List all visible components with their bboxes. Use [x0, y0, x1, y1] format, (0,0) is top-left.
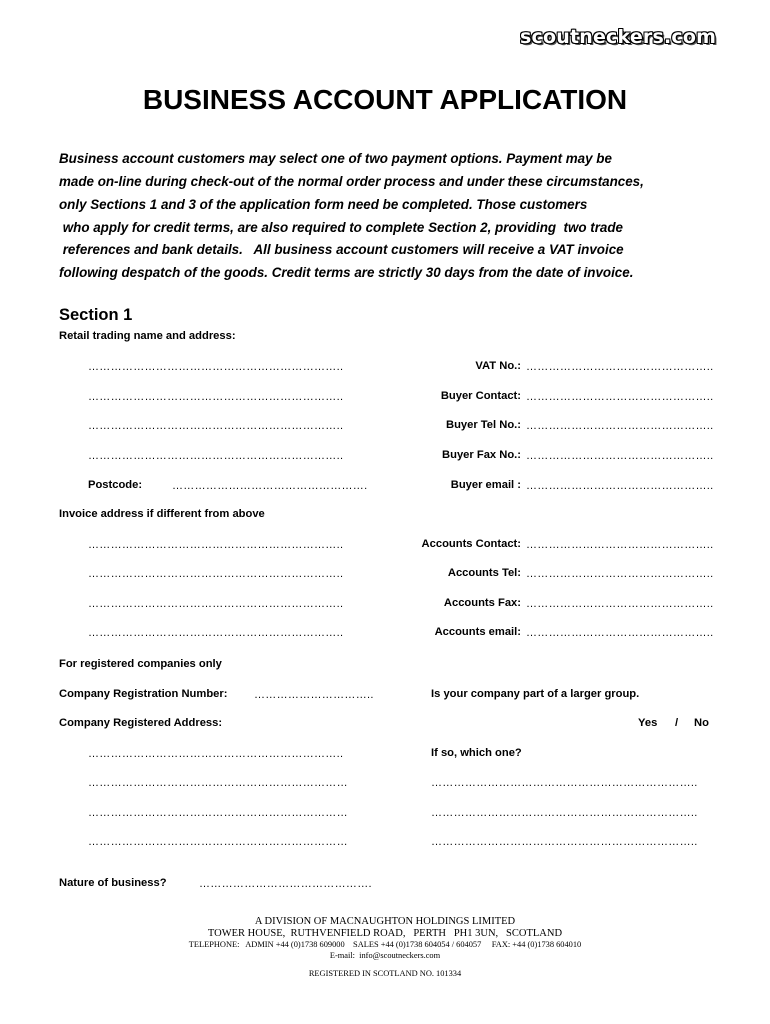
site-logo: scoutneckers.com	[520, 26, 717, 48]
footer-email: E-mail: info@scoutneckers.com	[329, 951, 441, 960]
section-1-title: Section 1	[59, 306, 133, 324]
invoice-address-line-3-field[interactable]: …………………………………………………………..	[88, 598, 344, 610]
company-reg-address-label: Company Registered Address:	[59, 717, 223, 729]
intro-line: who apply for credit terms, are also required to complete Section 2, providing two trade	[59, 220, 624, 235]
retail-address-line-4-field[interactable]: …………………………………………………………..	[88, 450, 344, 462]
accounts-contact-field[interactable]: …………………………………………..	[526, 539, 714, 551]
larger-group-question: Is your company part of a larger group.	[431, 688, 640, 700]
retail-address-line-2-field[interactable]: …………………………………………………………..	[88, 391, 344, 403]
reg-address-line-4-field[interactable]: ……………………………………………………………	[88, 836, 348, 848]
accounts-email-field[interactable]: …………………………………………..	[526, 627, 714, 639]
yes-option[interactable]: Yes	[638, 717, 658, 729]
retail-trading-label: Retail trading name and address:	[59, 330, 236, 342]
buyer-contact-field[interactable]: …………………………………………..	[526, 391, 714, 403]
footer-address: TOWER HOUSE, RUTHVENFIELD ROAD, PERTH PH1 3UN, SCOTLAND	[207, 928, 563, 939]
accounts-tel-label: Accounts Tel:	[447, 567, 521, 579]
invoice-address-line-2-field[interactable]: …………………………………………………………..	[88, 568, 344, 580]
vat-no-field[interactable]: …………………………………………..	[526, 361, 714, 373]
intro-line: made on-line during check-out of the normal order process and under these circumstances,	[59, 174, 644, 189]
yes-no-separator: /	[675, 717, 679, 729]
accounts-email-label: Accounts email:	[434, 626, 521, 638]
nature-of-business-label: Nature of business?	[59, 877, 167, 889]
invoice-address-line-1-field[interactable]: …………………………………………………………..	[88, 539, 344, 551]
footer-registration: REGISTERED IN SCOTLAND NO. 101334	[308, 969, 462, 978]
buyer-tel-label: Buyer Tel No.:	[445, 419, 521, 431]
reg-address-line-1-field[interactable]: …………………………………………………………..	[88, 748, 344, 760]
footer-telephone: TELEPHONE: ADMIN +44 (0)1738 609000 SALES +44 (0)1738 604054 / 604057 FAX: +44 (0)1738 604010	[188, 940, 582, 949]
buyer-email-label: Buyer email :	[450, 479, 521, 491]
retail-address-line-1-field[interactable]: …………………………………………………………..	[88, 361, 344, 373]
invoice-address-line-4-field[interactable]: …………………………………………………………..	[88, 627, 344, 639]
reg-address-line-3-field[interactable]: ……………………………………………………………	[88, 807, 348, 819]
buyer-fax-label: Buyer Fax No.:	[442, 449, 521, 461]
company-reg-number-label: Company Registration Number:	[59, 688, 228, 700]
buyer-contact-label: Buyer Contact:	[440, 390, 521, 402]
group-name-line-1-field[interactable]: ……………………………………………………………..	[431, 777, 698, 789]
accounts-tel-field[interactable]: …………………………………………..	[526, 568, 714, 580]
intro-line: references and bank details. All business account customers will receive a VAT invoice	[59, 242, 624, 257]
no-option[interactable]: No	[694, 717, 709, 729]
which-group-label: If so, which one?	[431, 747, 522, 759]
footer-division: A DIVISION OF MACNAUGHTON HOLDINGS LIMITED	[254, 916, 516, 927]
group-name-line-3-field[interactable]: ……………………………………………………………..	[431, 836, 698, 848]
buyer-email-field[interactable]: …………………………………………..	[526, 480, 714, 492]
postcode-label: Postcode:	[88, 479, 143, 491]
reg-address-line-2-field[interactable]: ……………………………………………………………	[88, 777, 348, 789]
group-name-line-2-field[interactable]: ……………………………………………………………..	[431, 807, 698, 819]
retail-address-line-3-field[interactable]: …………………………………………………………..	[88, 420, 344, 432]
vat-no-label: VAT No.:	[475, 360, 521, 372]
nature-of-business-field[interactable]: ……………………………………….	[199, 878, 372, 890]
accounts-fax-field[interactable]: …………………………………………..	[526, 598, 714, 610]
postcode-field[interactable]: …………………………………………….	[172, 480, 368, 492]
registered-companies-label: For registered companies only	[59, 658, 222, 670]
page-title: BUSINESS ACCOUNT APPLICATION	[142, 84, 628, 115]
buyer-fax-field[interactable]: …………………………………………..	[526, 450, 714, 462]
accounts-contact-label: Accounts Contact:	[421, 538, 521, 550]
invoice-address-label: Invoice address if different from above	[59, 508, 265, 520]
buyer-tel-field[interactable]: …………………………………………..	[526, 420, 714, 432]
intro-line: Business account customers may select one of two payment options. Payment may be	[59, 151, 612, 166]
intro-line: only Sections 1 and 3 of the application form need be completed. Those customers	[59, 197, 588, 212]
accounts-fax-label: Accounts Fax:	[443, 597, 521, 609]
intro-line: following despatch of the goods. Credit terms are strictly 30 days from the date of invoice.	[59, 265, 634, 280]
company-reg-number-field[interactable]: …………………………..	[254, 689, 374, 701]
